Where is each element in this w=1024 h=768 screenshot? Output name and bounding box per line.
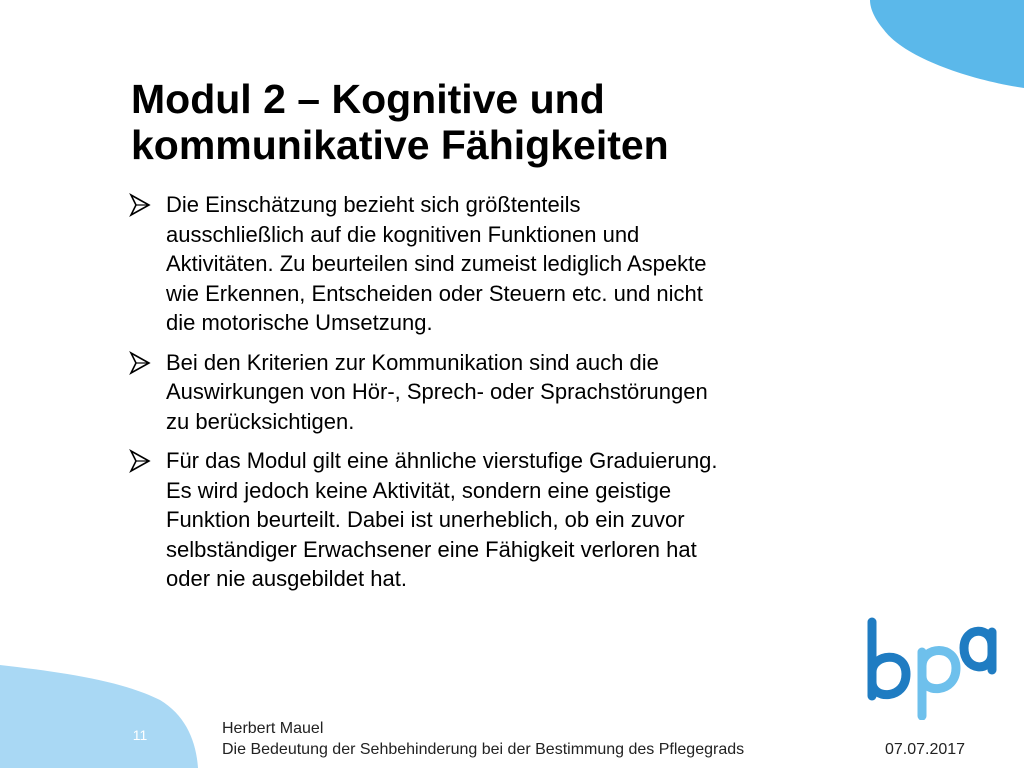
bullet-item xyxy=(128,348,868,437)
footer-subtitle: Die Bedeutung der Sehbehinderung bei der Bestimmung des Pflegegrads xyxy=(222,741,745,758)
bpa-logo xyxy=(860,610,1000,720)
bullet-text-line: Es wird jedoch keine Aktivität, sondern eine geistige xyxy=(166,477,672,503)
slide-title xyxy=(131,76,891,168)
page-number: 11 xyxy=(132,727,148,743)
bullet-text-line: oder nie ausgebildet hat. xyxy=(166,566,407,591)
bullet-text-line: ausschließlich auf die kognitiven Funktionen und xyxy=(166,221,640,247)
bullet-text-line: Auswirkungen von Hör-, Sprech- oder Sprachstörungen xyxy=(166,379,708,404)
bullet-text-line: zu berücksichtigen. xyxy=(166,408,355,434)
arrowhead-bullet-icon xyxy=(128,193,152,217)
bullet-text xyxy=(166,348,868,437)
footer-author: Herbert Mauel xyxy=(222,720,324,737)
slide-title-line: Modul 2 – Kognitive und xyxy=(131,76,605,122)
arrowhead-bullet-icon xyxy=(128,351,152,375)
bullet-text-line: Aktivitäten. Zu beurteilen sind zumeist lediglich Aspekte xyxy=(166,251,707,276)
bullet-text-line: die motorische Umsetzung. xyxy=(166,310,433,335)
bullet-text-line: Für das Modul gilt eine ähnliche vierstufige Graduierung. xyxy=(166,448,718,473)
slide-title-line: kommunikative Fähigkeiten xyxy=(131,122,669,168)
bullet-text-line: selbständiger Erwachsener eine Fähigkeit verloren hat xyxy=(166,536,697,562)
bullet-text-line: Funktion beurteilt. Dabei ist unerheblich, ob ein zuvor xyxy=(166,507,685,532)
bullet-text xyxy=(166,446,868,594)
arrowhead-bullet-icon xyxy=(128,449,152,473)
bullet-text-line: Die Einschätzung bezieht sich größtenteils xyxy=(166,192,581,217)
footer-date: 07.07.2017 xyxy=(885,741,966,758)
bullet-item xyxy=(128,446,868,594)
bullet-text xyxy=(166,190,868,338)
bullet-item xyxy=(128,190,868,338)
bullet-list xyxy=(128,190,868,604)
bullet-text-line: wie Erkennen, Entscheiden oder Steuern etc. und nicht xyxy=(166,280,703,306)
bullet-text-line: Bei den Kriterien zur Kommunikation sind auch die xyxy=(166,349,659,375)
